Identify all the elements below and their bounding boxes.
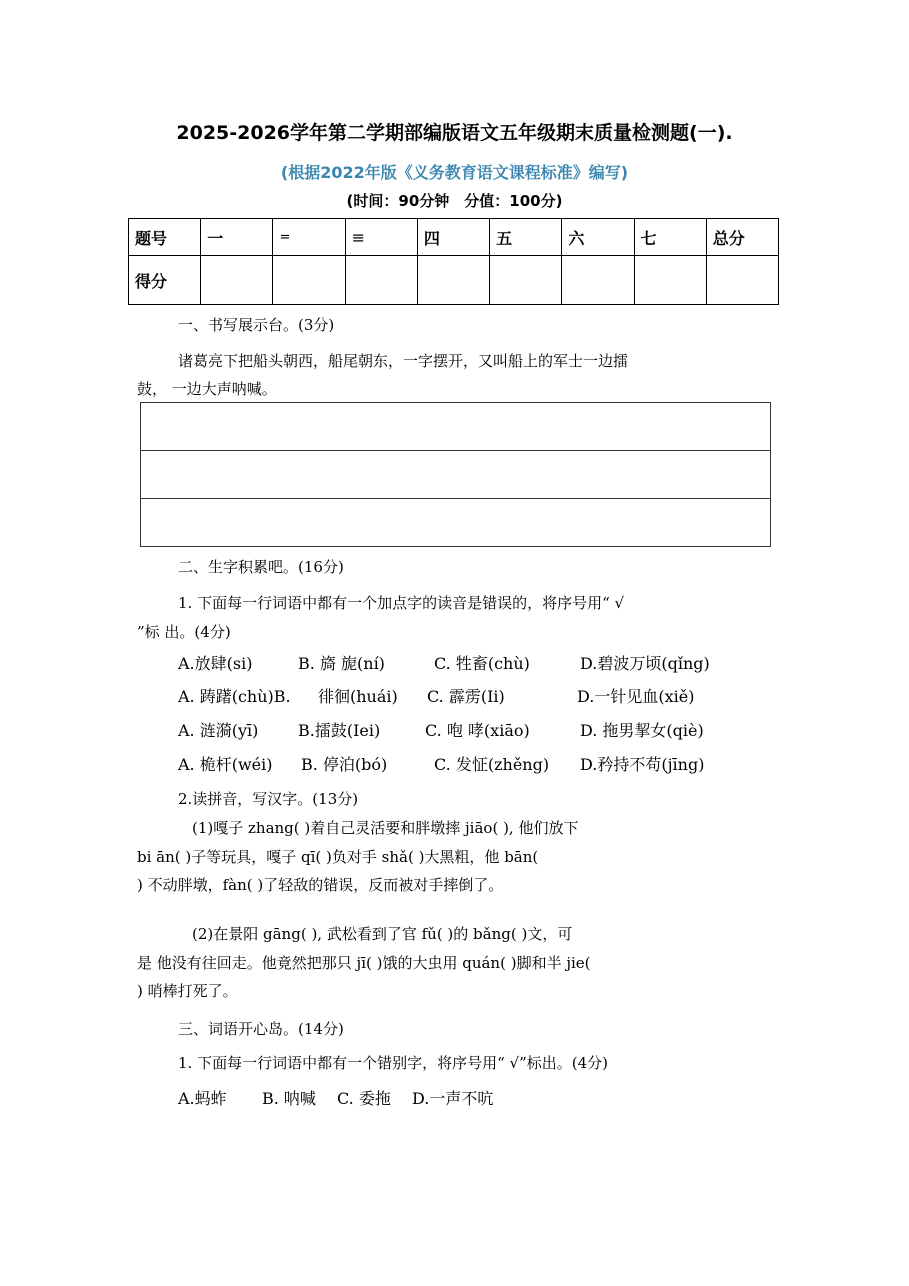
score-table-score-row bbox=[129, 256, 779, 305]
passage-line: (1)嘎子 zhang( )着自己灵活要和胖墩摔 jiāo( ), 他们放下 bbox=[192, 819, 579, 837]
score-row-label: 得分 bbox=[129, 256, 201, 305]
score-header-cell: 六 bbox=[562, 219, 634, 256]
score-input-cell[interactable] bbox=[201, 256, 273, 305]
writing-box[interactable] bbox=[140, 402, 771, 547]
option-d[interactable]: D.一针见血(xiě) bbox=[577, 687, 695, 706]
question-text: 1. 下面每一行词语中都有一个错别字，将序号用“ √”标出。(4分) bbox=[178, 1054, 608, 1072]
score-header-cell: 题号 bbox=[129, 219, 201, 256]
option-a[interactable]: A.放肆(si) bbox=[178, 654, 253, 673]
option-d[interactable]: D.矜持不苟(jīng) bbox=[580, 755, 705, 774]
writing-line[interactable] bbox=[141, 451, 770, 499]
option-c[interactable]: C. 霹雳(Ii) bbox=[427, 687, 505, 706]
passage-line: ) 哨棒打死了。 bbox=[137, 982, 238, 1000]
score-header-cell: 五 bbox=[490, 219, 562, 256]
copy-text-line: 鼓， 一边大声呐喊。 bbox=[137, 380, 277, 398]
page-title: 2025-2026学年第二学期部编版语文五年级期末质量检测题(一). bbox=[176, 122, 733, 144]
score-header-cell: 一 bbox=[201, 219, 273, 256]
score-header-cell: = bbox=[273, 219, 345, 256]
option-c[interactable]: C. 咆 哮(xiāo) bbox=[425, 721, 530, 740]
score-input-cell[interactable] bbox=[634, 256, 706, 305]
score-input-cell[interactable] bbox=[706, 256, 778, 305]
page-subtitle: (根据2022年版《义务教育语文课程标准》编写) bbox=[280, 163, 629, 182]
score-table-header-row bbox=[129, 219, 779, 256]
writing-line[interactable] bbox=[141, 499, 770, 546]
writing-line[interactable] bbox=[141, 403, 770, 451]
exam-time-info: (时间：90分钟 分值：100分) bbox=[346, 192, 563, 210]
option-a[interactable]: A.蚂蚱 bbox=[178, 1089, 227, 1108]
passage-line: bi ān( )子等玩具，嘎子 qī( )负对手 shǎ( )大黑粗，他 bān( bbox=[137, 848, 539, 866]
option-b[interactable]: B. 呐喊 bbox=[262, 1089, 316, 1108]
score-header-cell: 七 bbox=[634, 219, 706, 256]
option-c[interactable]: C. 发怔(zhěng) bbox=[434, 755, 550, 774]
score-header-cell: ≡ bbox=[345, 219, 417, 256]
passage-line: ) 不动胖墩，fàn( )了轻敌的错误，反而被对手摔倒了。 bbox=[137, 876, 504, 894]
option-a[interactable]: A. 桅杆(wéi) bbox=[178, 755, 273, 774]
section-1-title: 一、书写展示台。(3分) bbox=[178, 316, 335, 334]
passage-line: 是 他没有往回走。他竟然把那只 jī( )饿的大虫用 quán( )脚和半 jie( bbox=[137, 954, 591, 972]
passage-line: (2)在景阳 gāng( ), 武松看到了官 fǔ( )的 bǎng( )文，可 bbox=[192, 925, 573, 943]
option-d[interactable]: D.一声不吭 bbox=[412, 1089, 494, 1108]
score-input-cell[interactable] bbox=[345, 256, 417, 305]
score-header-cell: 四 bbox=[417, 219, 489, 256]
score-header-cell: 总分 bbox=[706, 219, 778, 256]
option-b[interactable]: 徘徊(huái) bbox=[318, 687, 398, 706]
option-b[interactable]: B. 旖 旎(ní) bbox=[298, 654, 385, 673]
section-3-title: 三、词语开心岛。(14分) bbox=[178, 1020, 344, 1038]
option-c[interactable]: C. 委拖 bbox=[337, 1089, 391, 1108]
copy-text-line: 诸葛亮下把船头朝西，船尾朝东，一字摆开，又叫船上的军士一边擂 bbox=[178, 352, 629, 370]
option-c[interactable]: C. 牲畜(chù) bbox=[434, 654, 530, 673]
option-a[interactable]: A. 踌躇(chù)B. bbox=[178, 687, 291, 706]
option-d[interactable]: D.碧波万顷(qǐng) bbox=[580, 654, 710, 673]
section-2-title: 二、生字积累吧。(16分) bbox=[178, 558, 344, 576]
score-input-cell[interactable] bbox=[417, 256, 489, 305]
question-text: 1. 下面每一行词语中都有一个加点字的读音是错误的，将序号用“ √ bbox=[178, 594, 625, 612]
question-text: ”标 出。(4分) bbox=[137, 623, 231, 641]
score-input-cell[interactable] bbox=[273, 256, 345, 305]
option-a[interactable]: A. 涟漪(yī) bbox=[178, 721, 259, 740]
score-input-cell[interactable] bbox=[562, 256, 634, 305]
question-2-title: 2.读拼音，写汉字。(13分) bbox=[178, 790, 359, 808]
option-b[interactable]: B.擂鼓(Iei) bbox=[298, 721, 381, 740]
score-input-cell[interactable] bbox=[490, 256, 562, 305]
option-d[interactable]: D. 拖男挈女(qiè) bbox=[580, 721, 704, 740]
score-table bbox=[128, 218, 779, 305]
option-b[interactable]: B. 停泊(bó) bbox=[301, 755, 388, 774]
